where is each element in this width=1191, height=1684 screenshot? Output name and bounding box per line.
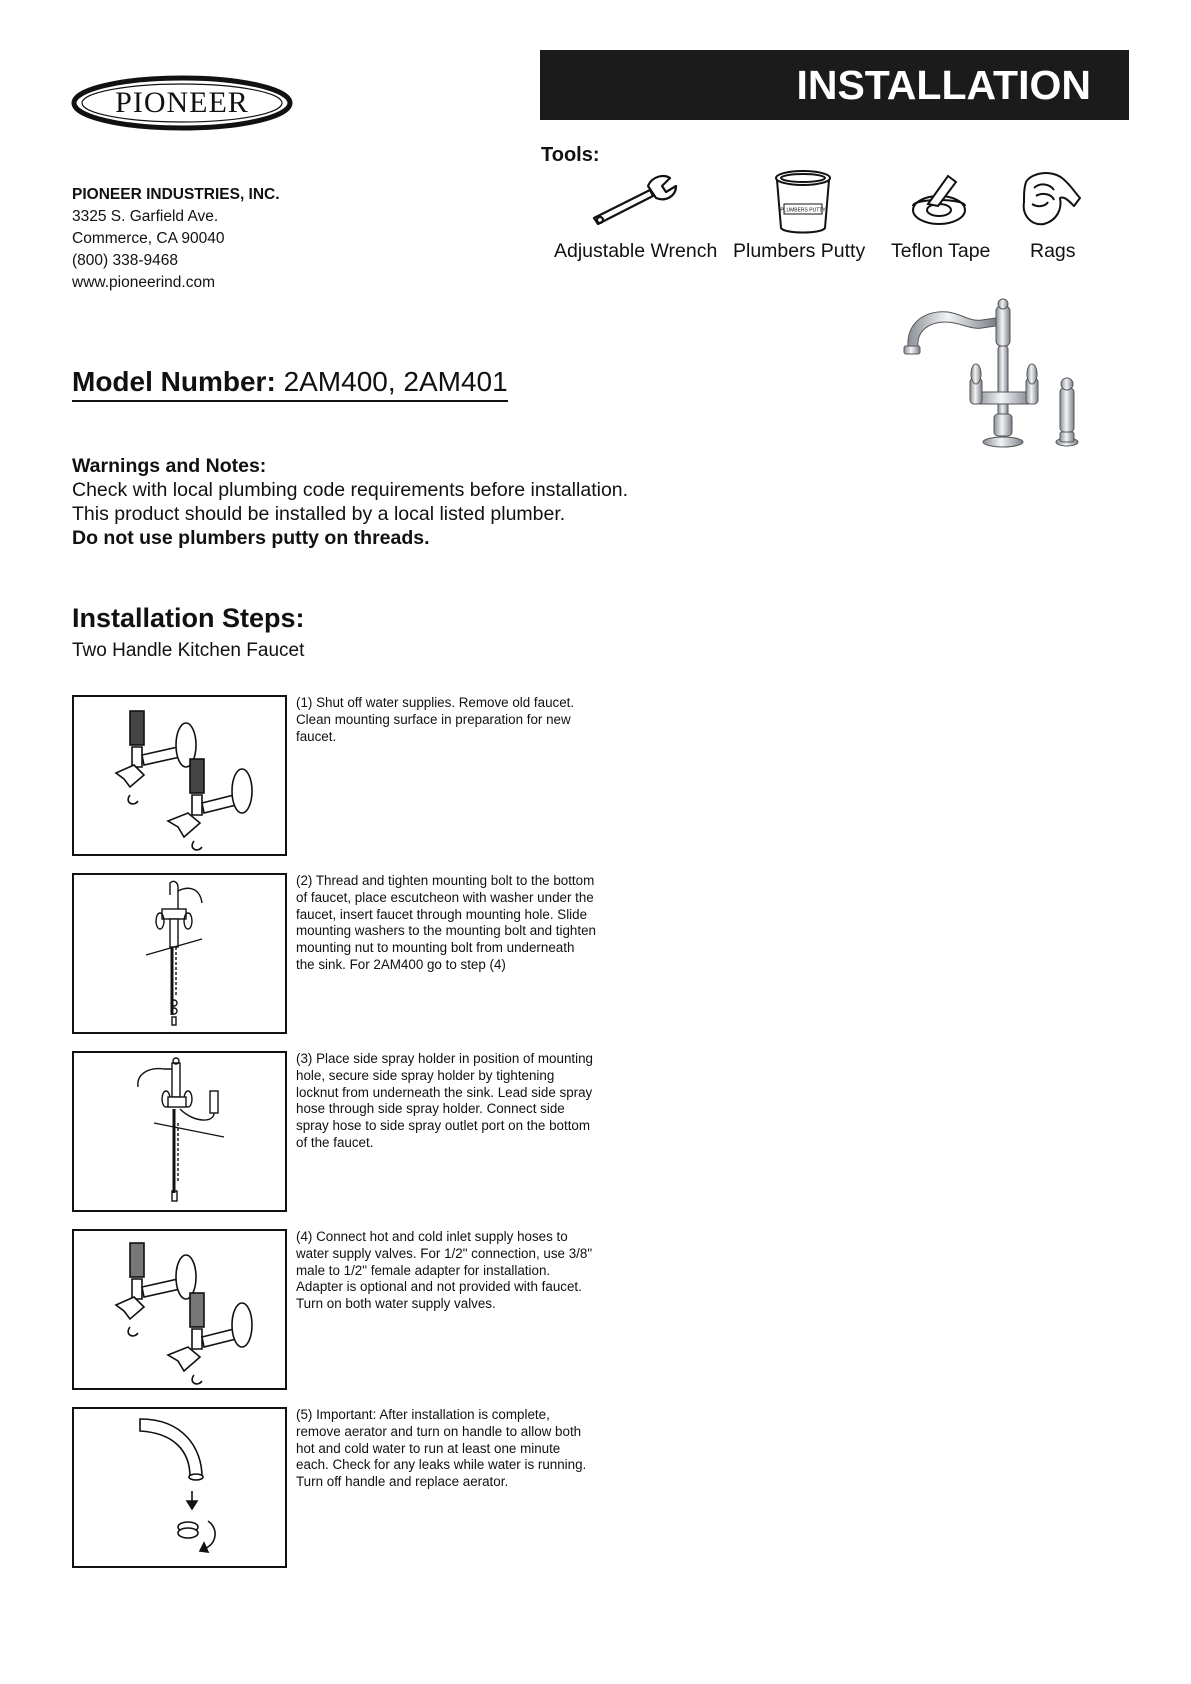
company-city: Commerce, CA 90040	[72, 230, 225, 247]
faucet-product-image	[900, 296, 1090, 476]
step-4-illustration	[72, 1229, 287, 1390]
warning-line: Check with local plumbing code requirements before installation.	[72, 479, 629, 501]
warnings-section	[72, 454, 628, 550]
rag-icon	[1018, 168, 1084, 232]
installation-steps-subheading: Two Handle Kitchen Faucet	[72, 640, 305, 661]
step-1-text: (1) Shut off water supplies. Remove old faucet. Clean mounting surface in preparation for new faucet.	[296, 695, 575, 744]
company-phone: (800) 338-9468	[72, 252, 178, 269]
model-number-value: 2AM400, 2AM401	[283, 366, 508, 397]
wrench-icon	[590, 168, 680, 232]
step-2-text: (2) Thread and tighten mounting bolt to the bottom of faucet, place escutcheon with washer under the faucet, insert faucet through mounting hole. Slide mounting washers to the mounting bolt and tighten mounting nut to mounting bolt from underneath the sink. For 2AM400 go to step (4)	[296, 873, 596, 972]
company-name: PIONEER INDUSTRIES, INC.	[72, 186, 280, 203]
company-street: 3325 S. Garfield Ave.	[72, 208, 219, 225]
putty-jar-label: PLUMBERS PUTTY	[780, 207, 826, 214]
tool-label-plumbers-putty: Plumbers Putty	[733, 240, 866, 262]
tool-label-rags: Rags	[1030, 240, 1076, 262]
tool-label-teflon-tape: Teflon Tape	[891, 240, 991, 262]
step-3-illustration	[72, 1051, 287, 1212]
warnings-heading: Warnings and Notes:	[72, 455, 267, 477]
step-2-illustration	[72, 873, 287, 1034]
step-5-illustration	[72, 1407, 287, 1568]
step-3-text: (3) Place side spray holder in position of mounting hole, secure side spray holder by tightening locknut from underneath the sink. Lead side spray hose through side spray holder. Connect side spray hose to side spray outlet port on the bottom of the faucet.	[296, 1051, 593, 1150]
model-number-label: Model Number:	[72, 366, 276, 397]
pioneer-logo	[70, 74, 294, 132]
logo-brand-text: PIONEER	[115, 86, 249, 119]
putty-jar-icon	[772, 168, 834, 232]
company-address-block	[72, 184, 280, 294]
step-5-text: (5) Important: After installation is complete, remove aerator and turn on handle to allow both hot and cold water to run at least one minute each. Check for any leaks while water is running. Turn off handle and replace aerator.	[296, 1407, 587, 1490]
warning-line-bold: Do not use plumbers putty on threads.	[72, 527, 430, 549]
tool-label-adjustable-wrench: Adjustable Wrench	[554, 240, 718, 262]
installation-steps-heading: Installation Steps:	[72, 603, 305, 633]
tools-heading: Tools:	[541, 144, 600, 166]
step-1-illustration	[72, 695, 287, 856]
model-number	[72, 366, 508, 402]
teflon-tape-icon	[908, 168, 970, 232]
installation-banner: INSTALLATION	[540, 50, 1129, 120]
warning-line: This product should be installed by a local listed plumber.	[72, 503, 566, 525]
step-4-text: (4) Connect hot and cold inlet supply hoses to water supply valves. For 1/2" connection, use 3/8" male to 1/2" female adapter for installation. Adapter is optional and not provided with faucet. Turn on both water supply valves.	[296, 1229, 593, 1312]
company-website: www.pioneerind.com	[72, 274, 216, 291]
